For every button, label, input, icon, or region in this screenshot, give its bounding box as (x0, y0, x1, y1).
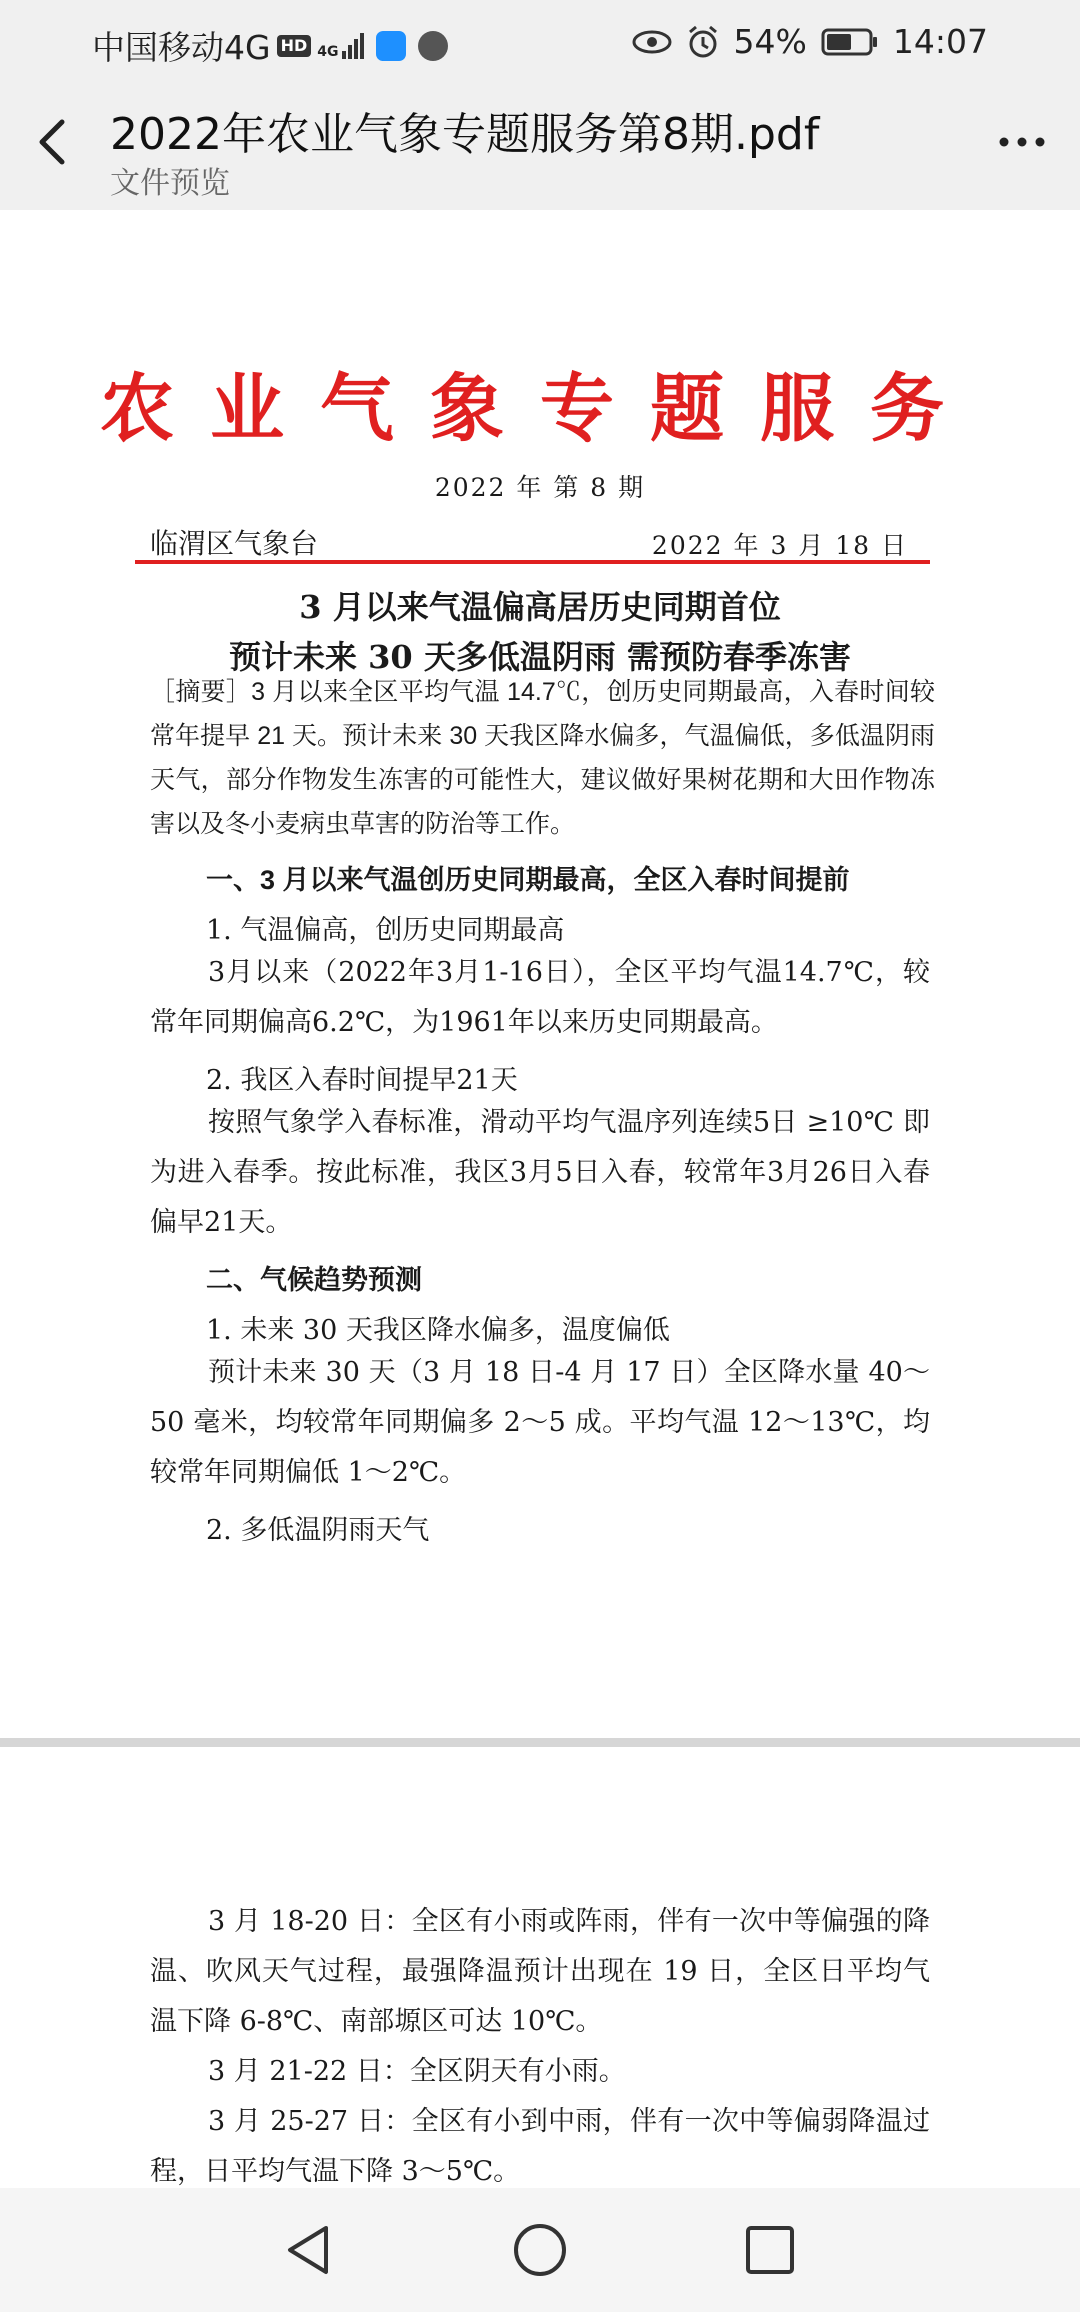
status-bar (0, 0, 1080, 82)
carrier-label: 中国移动4G (92, 28, 271, 67)
section-1-1-heading: 1. 气温偏高，创历史同期最高 (206, 915, 565, 946)
pdf-page[interactable] (0, 210, 1080, 1738)
nav-back-button[interactable] (280, 2220, 340, 2280)
file-title: 2022年农业气象专题服务第8期.pdf (110, 109, 820, 160)
signal-tag: 4G (317, 43, 339, 60)
system-nav-bar (0, 2188, 1080, 2312)
nav-recents-button[interactable] (740, 2220, 800, 2280)
more-icon (992, 122, 1052, 162)
status-right (632, 22, 988, 61)
back-button[interactable] (28, 112, 76, 172)
globe-icon (418, 31, 448, 61)
battery-icon (821, 27, 879, 57)
page-separator (0, 1738, 1080, 1747)
section-2-2-heading: 2. 多低温阴雨天气 (206, 1515, 430, 1546)
hd-badge: HD (277, 35, 312, 57)
section-1-heading: 一、3 月以来气温创历史同期最高，全区入春时间提前 (206, 865, 850, 895)
section-2-heading: 二、气候趋势预测 (206, 1265, 422, 1295)
clock: 14:07 (892, 22, 988, 61)
pdf-page-2[interactable] (0, 1747, 1080, 2188)
more-button[interactable] (992, 122, 1052, 162)
battery-percent: 54% (733, 22, 807, 61)
summary: ［摘要］3 月以来全区平均气温 14.7℃，创历史同期最高，入春时间较常年提早 21 天。预计未来 30 天我区降水偏多，气温偏低，多低温阴雨天气，部分作物发生冻害的可能性大，建议做好果树花期和大田作物冻害以及冬小麦病虫草害的防治等工作。 (150, 678, 935, 838)
forecast-p2: 3 月 21-22 日：全区阴天有小雨。 (208, 2056, 626, 2087)
section-1-1-text: 3月以来（2022年3月1-16日），全区平均气温14.7℃，较常年同期偏高6.2℃，为1961年以来历史同期最高。 (150, 957, 930, 1038)
search-app-icon (376, 31, 406, 61)
app-bar (0, 82, 1080, 210)
nav-home-icon (510, 2220, 570, 2280)
doc-banner: 农业气象专题服务 (100, 366, 980, 452)
section-2-1-text: 预计未来 30 天（3 月 18 日-4 月 17 日）全区降水量 40～50 毫米，均较常年同期偏多 2～5 成。平均气温 12～13℃，均较常年同期偏低 1～2℃。 (150, 1357, 930, 1488)
forecast-p1: 3 月 18-20 日：全区有小雨或阵雨，伴有一次中等偏强的降温、吹风天气过程，最强降温预计出现在 19 日，全区日平均气温下降 6-8℃、南部塬区可达 10℃。 (150, 1906, 930, 2037)
back-arrow-icon (28, 112, 76, 172)
signal-icon (317, 33, 364, 59)
nav-recents-icon (740, 2220, 800, 2280)
headline-2: 预计未来 30 天多低温阴雨 需预防春季冻害 (229, 638, 851, 676)
nav-home-button[interactable] (510, 2220, 570, 2280)
nav-back-icon (280, 2220, 340, 2280)
status-left (92, 22, 448, 69)
section-2-1-heading: 1. 未来 30 天我区降水偏多，温度偏低 (206, 1315, 670, 1346)
eye-icon (632, 29, 672, 55)
file-subtitle: 文件预览 (110, 166, 230, 201)
alarm-icon (686, 25, 720, 59)
red-divider (135, 560, 930, 564)
section-1-2-text: 按照气象学入春标准，滑动平均气温序列连续5日 ≥10℃ 即为进入春季。按此标准，我区3月5日入春，较常年3月26日入春偏早21天。 (150, 1107, 930, 1238)
forecast-p3: 3 月 25-27 日：全区有小到中雨，伴有一次中等偏弱降温过程，日平均气温下降 3～5℃。 (150, 2106, 930, 2187)
doc-org: 临渭区气象台 (150, 528, 319, 559)
headline-1: 3 月以来气温偏高居历史同期首位 (299, 588, 781, 626)
doc-issue: 2022 年 第 8 期 (434, 473, 646, 502)
section-1-2-heading: 2. 我区入春时间提早21天 (206, 1065, 518, 1096)
doc-date: 2022 年 3 月 18 日 (651, 531, 908, 560)
